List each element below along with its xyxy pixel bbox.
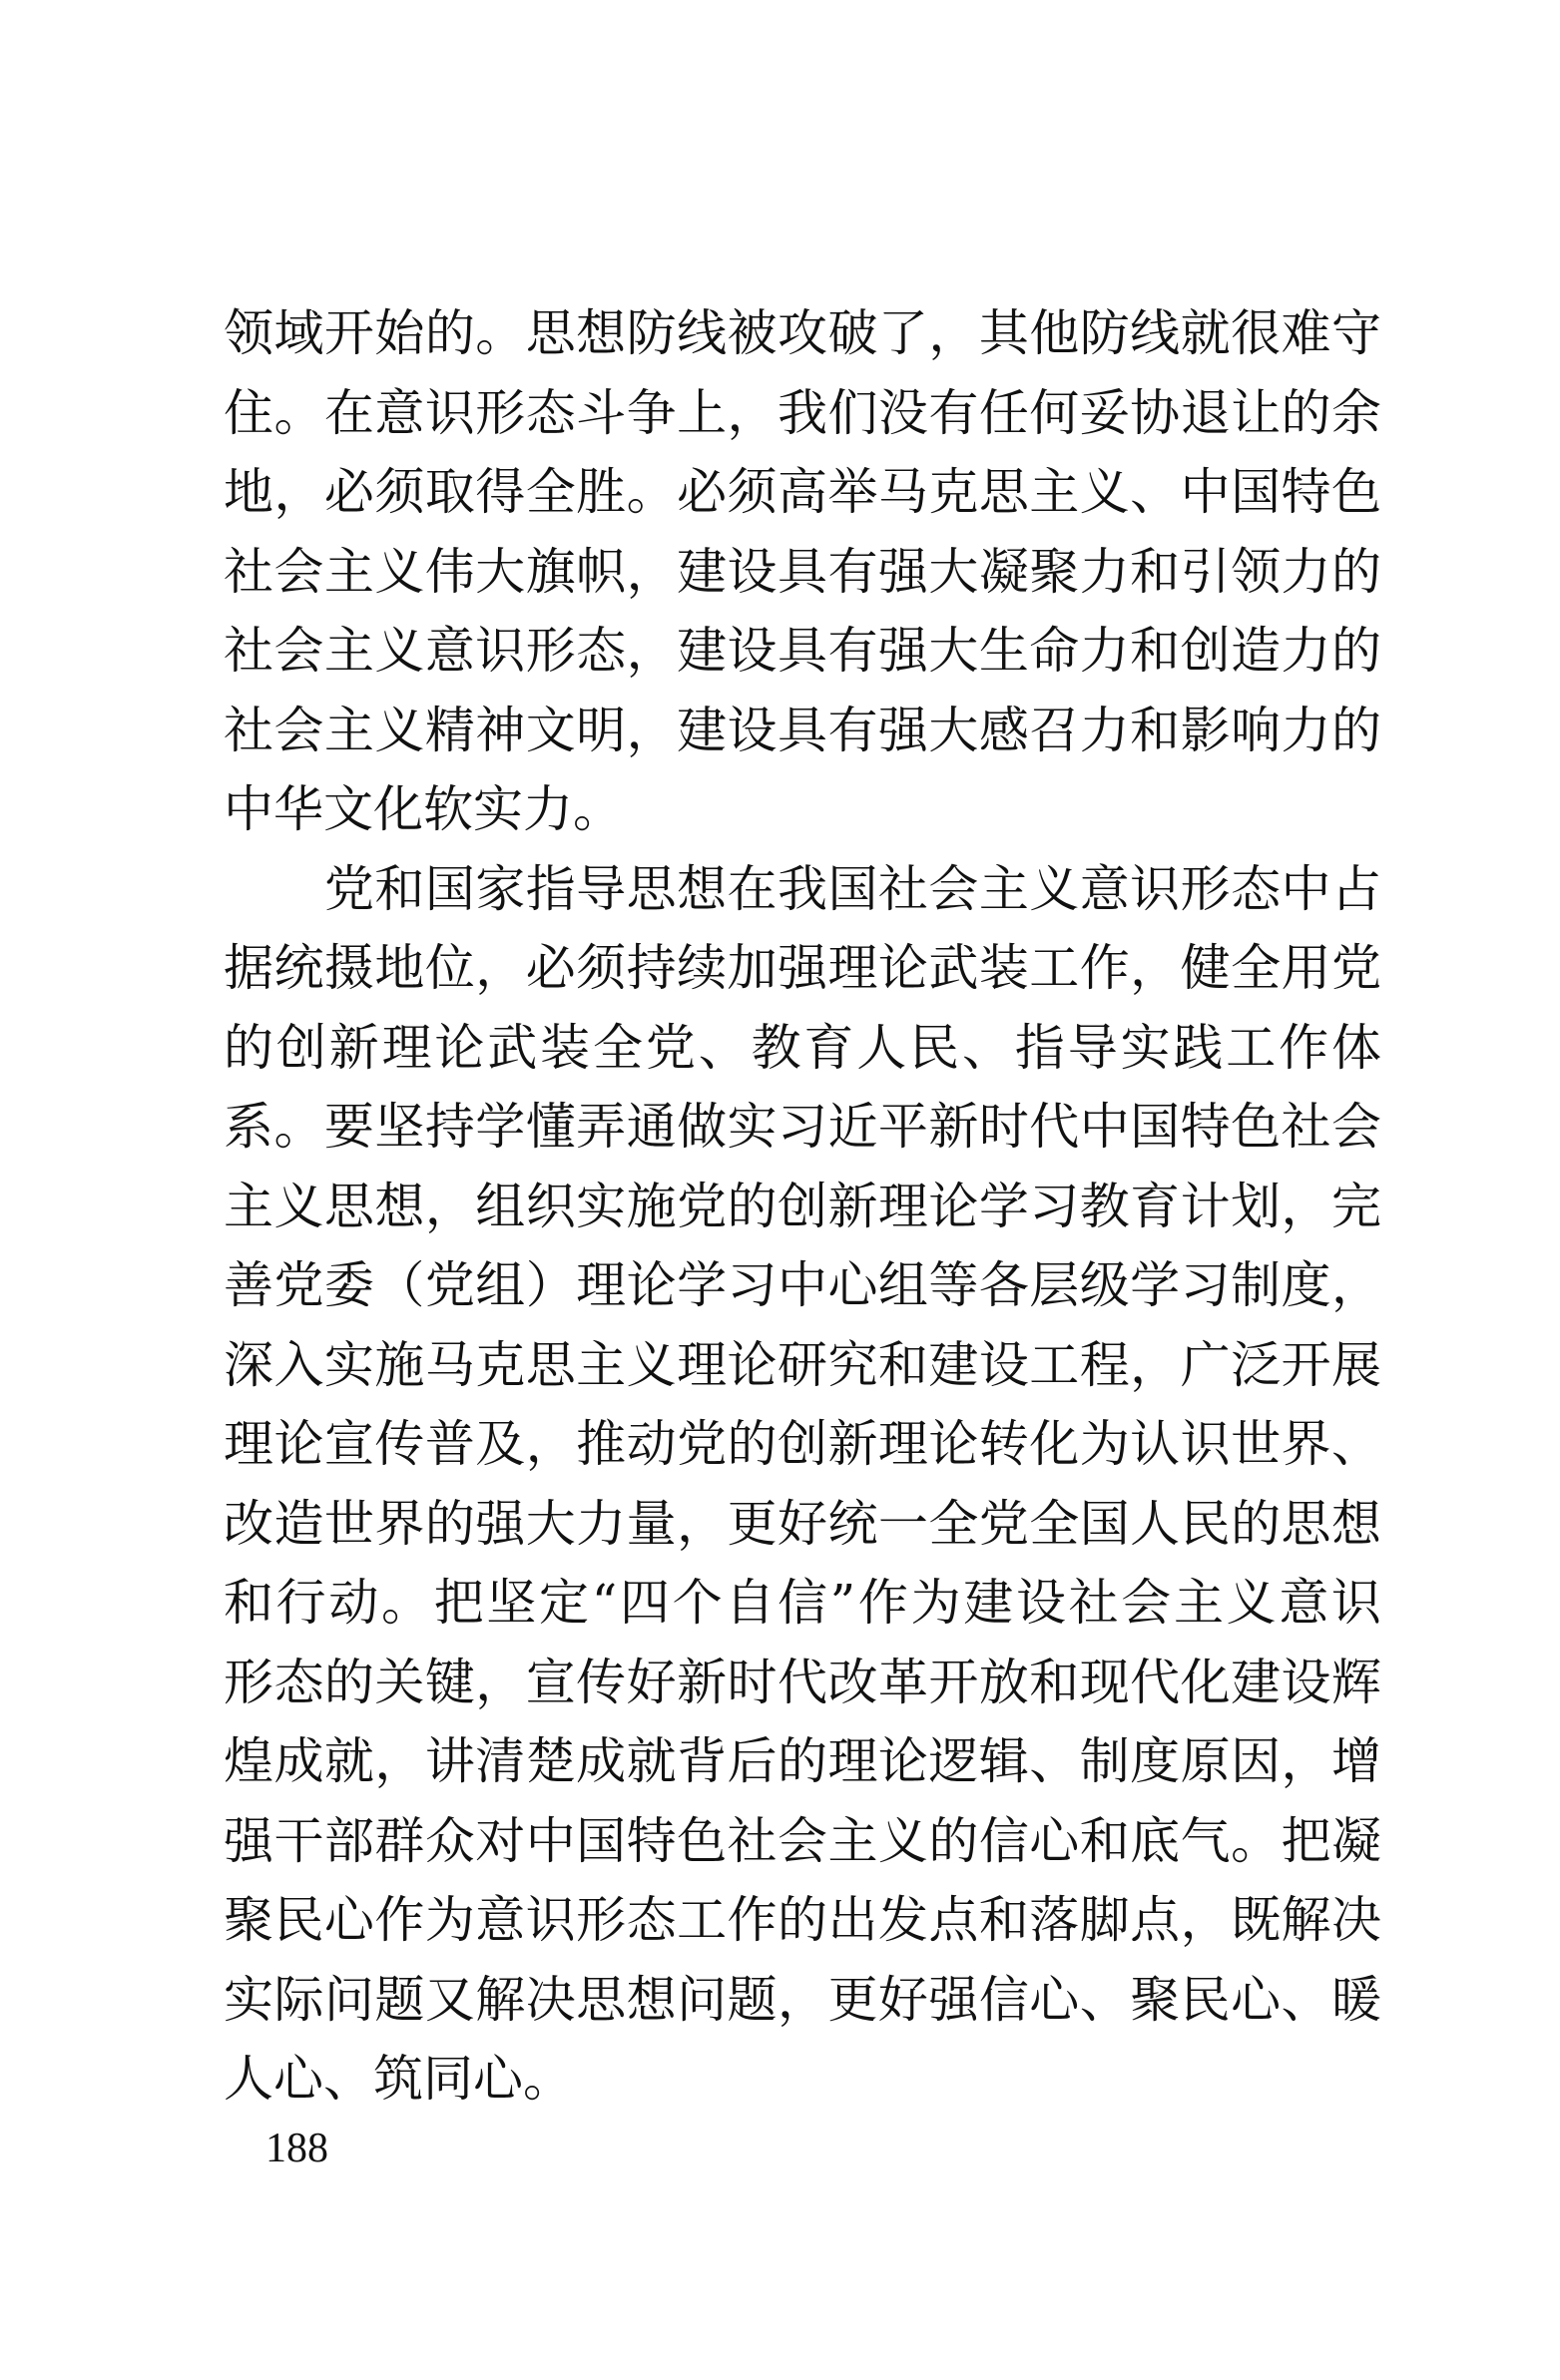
text-line: 住。在意识形态斗争上，我们没有任何妥协退让的余 [224,383,1381,442]
text-line: 煌成就，讲清楚成就背后的理论逻辑、制度原因，增 [224,1732,1381,1790]
text-line: 中华文化软实力。 [224,780,623,838]
text-line: 和行动。把坚定“四个自信”作为建设社会主义意识 [224,1574,1381,1632]
text-line: 社会主义意识形态，建设具有强大生命力和创造力的 [224,622,1381,680]
text-line: 善党委（党组）理论学习中心组等各层级学习制度， [224,1256,1381,1314]
text-line: 强干部群众对中国特色社会主义的信心和底气。把凝 [224,1811,1381,1870]
text-line: 人心、筑同心。 [224,2050,573,2108]
text-line: 领域开始的。思想防线被攻破了，其他防线就很难守 [224,304,1381,362]
text-line: 改造世界的强大力量，更好统一全党全国人民的思想 [224,1494,1381,1553]
text-line: 系。要坚持学懂弄通做实习近平新时代中国特色社会 [224,1098,1381,1156]
text-line: 社会主义伟大旗帜，建设具有强大凝聚力和引领力的 [224,542,1381,601]
text-line: 理论宣传普及，推动党的创新理论转化为认识世界、 [224,1415,1381,1473]
body-text [224,294,1381,2120]
text-line: 社会主义精神文明，建设具有强大感召力和影响力的 [224,701,1381,759]
text-line: 据统摄地位，必须持续加强理论武装工作，健全用党 [224,939,1381,997]
text-line: 形态的关键，宣传好新时代改革开放和现代化建设辉 [224,1653,1381,1711]
text-line: 主义思想，组织实施党的创新理论学习教育计划，完 [224,1177,1381,1235]
page-number: 188 [265,2126,328,2171]
text-line: 聚民心作为意识形态工作的出发点和落脚点，既解决 [224,1891,1381,1949]
text-line: 地，必须取得全胜。必须高举马克思主义、中国特色 [224,463,1381,521]
text-line: 的创新理论武装全党、教育人民、指导实践工作体 [224,1018,1381,1077]
text-line: 党和国家指导思想在我国社会主义意识形态中占 [224,859,1381,918]
text-line: 实际问题又解决思想问题，更好强信心、聚民心、暖 [224,1970,1381,2029]
text-line: 深入实施马克思主义理论研究和建设工程，广泛开展 [224,1335,1381,1394]
